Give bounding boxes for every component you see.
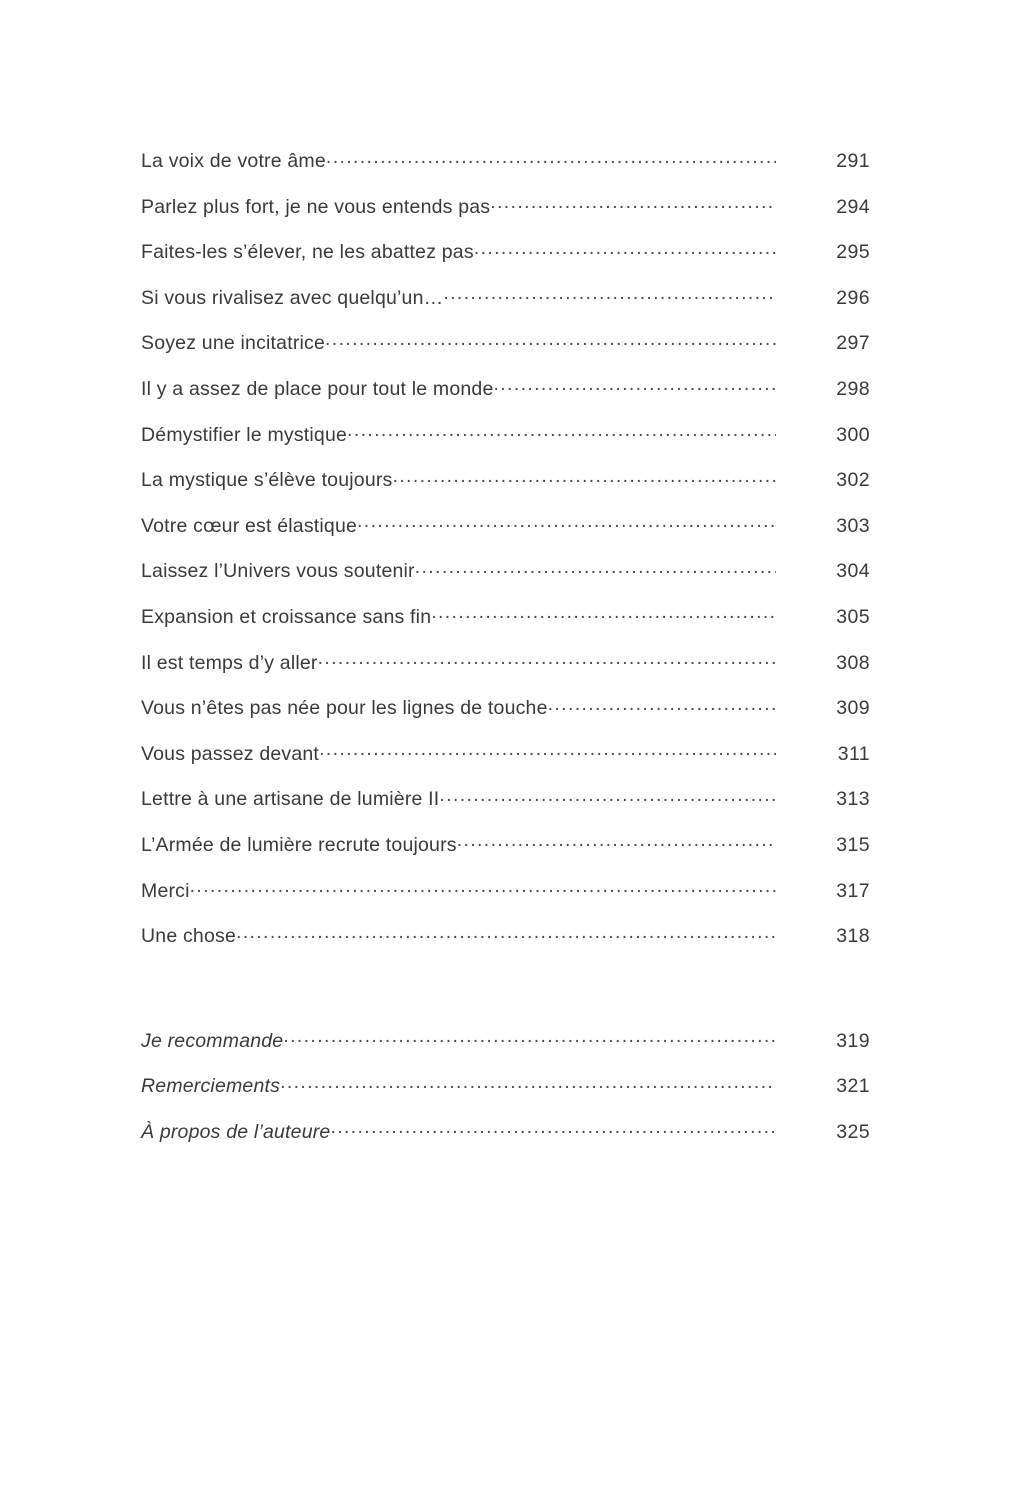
toc-leader-dots	[415, 561, 776, 577]
toc-entry-title: La mystique s’élève toujours	[141, 469, 393, 492]
toc-entry[interactable]	[141, 549, 870, 595]
toc-leader-dots	[443, 288, 776, 304]
toc-group-regular	[141, 139, 870, 960]
toc-entry[interactable]	[141, 139, 870, 185]
toc-entry[interactable]	[141, 230, 870, 276]
toc-leader-dots	[439, 789, 776, 805]
toc-entry-title: Merci	[141, 879, 190, 902]
toc-entry-title: Remerciements	[141, 1075, 281, 1098]
toc-entry-page-number: 305	[836, 605, 870, 628]
toc-leader-dots	[347, 425, 776, 441]
toc-entry[interactable]	[141, 641, 870, 687]
toc-entry-page-number: 318	[836, 925, 870, 948]
toc-entry[interactable]	[141, 413, 870, 459]
toc-entry[interactable]	[141, 504, 870, 550]
toc-entry[interactable]	[141, 367, 870, 413]
toc-leader-dots	[431, 607, 776, 623]
toc-entry-page-number: 302	[836, 469, 870, 492]
toc-entry-title: Une chose	[141, 925, 236, 948]
toc-entry-page-number: 315	[836, 833, 870, 856]
toc-entry-title: Vous n’êtes pas née pour les lignes de touche	[141, 697, 548, 720]
toc-entry-title: À propos de l’auteure	[141, 1120, 331, 1143]
toc-entry-page-number: 300	[836, 423, 870, 446]
toc-entry-title: Parlez plus fort, je ne vous entends pas	[141, 195, 491, 218]
toc-leader-dots	[330, 1122, 776, 1138]
toc-entry[interactable]	[141, 276, 870, 322]
toc-entry[interactable]	[141, 914, 870, 960]
toc-entry[interactable]	[141, 686, 870, 732]
toc-entry-title: Vous passez devant	[141, 742, 320, 765]
toc-entry[interactable]	[141, 185, 870, 231]
toc-leader-dots	[393, 470, 776, 486]
toc-leader-dots	[190, 881, 776, 897]
toc-entry-page-number: 313	[836, 788, 870, 811]
toc-entry[interactable]	[141, 823, 870, 869]
toc-entry-title: Expansion et croissance sans fin	[141, 605, 432, 628]
toc-entry[interactable]	[141, 595, 870, 641]
toc-leader-dots	[236, 926, 776, 942]
toc-entry[interactable]	[141, 1019, 870, 1065]
toc-entry-page-number: 319	[836, 1029, 870, 1052]
toc-entry-page-number: 294	[836, 195, 870, 218]
toc-entry-title: Démystifier le mystique	[141, 423, 348, 446]
toc-entry-page-number: 295	[836, 241, 870, 264]
toc-entry[interactable]	[141, 777, 870, 823]
toc-leader-dots	[357, 516, 776, 532]
toc-entry-title: Faites-les s’élever, ne les abattez pas	[141, 241, 474, 264]
toc-entry-title: L’Armée de lumière recrute toujours	[141, 833, 457, 856]
toc-entry-page-number: 298	[836, 377, 870, 400]
toc-entry-page-number: 311	[837, 742, 870, 765]
toc-leader-dots	[494, 379, 776, 395]
toc-entry-page-number: 304	[836, 560, 870, 583]
toc-entry-page-number: 321	[836, 1075, 870, 1098]
toc-entry[interactable]	[141, 321, 870, 367]
toc-entry-page-number: 291	[836, 150, 870, 172]
toc-leader-dots	[457, 835, 776, 851]
toc-entry-title: Je recommande	[141, 1029, 284, 1052]
toc-leader-dots	[474, 242, 776, 258]
toc-entry[interactable]	[141, 1110, 870, 1156]
toc-leader-dots	[280, 1076, 776, 1092]
toc-group-italic	[141, 1019, 870, 1156]
toc-entry-page-number: 308	[836, 651, 870, 674]
toc-entry-page-number: 325	[836, 1120, 870, 1143]
toc-leader-dots	[548, 698, 776, 714]
toc-leader-dots	[319, 744, 776, 760]
toc-entry[interactable]	[141, 458, 870, 504]
toc-entry-title: Si vous rivalisez avec quelqu’un…	[141, 286, 444, 309]
toc-entry-page-number: 296	[836, 286, 870, 309]
toc-entry-page-number: 297	[836, 332, 870, 355]
toc-entry[interactable]	[141, 1064, 870, 1110]
toc-entry-page-number: 309	[836, 697, 870, 720]
toc-entry-title: Soyez une incitatrice	[141, 332, 326, 355]
toc-entry-title: Lettre à une artisane de lumière II	[141, 788, 440, 811]
toc-entry-page-number: 303	[836, 514, 870, 537]
toc-leader-dots	[283, 1031, 776, 1047]
toc-leader-dots	[318, 653, 776, 669]
toc-leader-dots	[490, 197, 776, 213]
toc-entry-title: La voix de votre âme	[141, 150, 326, 172]
toc-entry[interactable]	[141, 732, 870, 778]
toc-leader-dots	[326, 151, 776, 167]
toc-leader-dots	[325, 333, 776, 349]
toc-entry[interactable]	[141, 869, 870, 915]
table-of-contents	[141, 139, 870, 1155]
toc-entry-title: Il est temps d’y aller	[141, 651, 318, 674]
toc-entry-title: Il y a assez de place pour tout le monde	[141, 377, 494, 400]
toc-entry-title: Laissez l’Univers vous soutenir	[141, 560, 415, 583]
toc-entry-title: Votre cœur est élastique	[141, 514, 358, 537]
toc-entry-page-number: 317	[836, 879, 870, 902]
